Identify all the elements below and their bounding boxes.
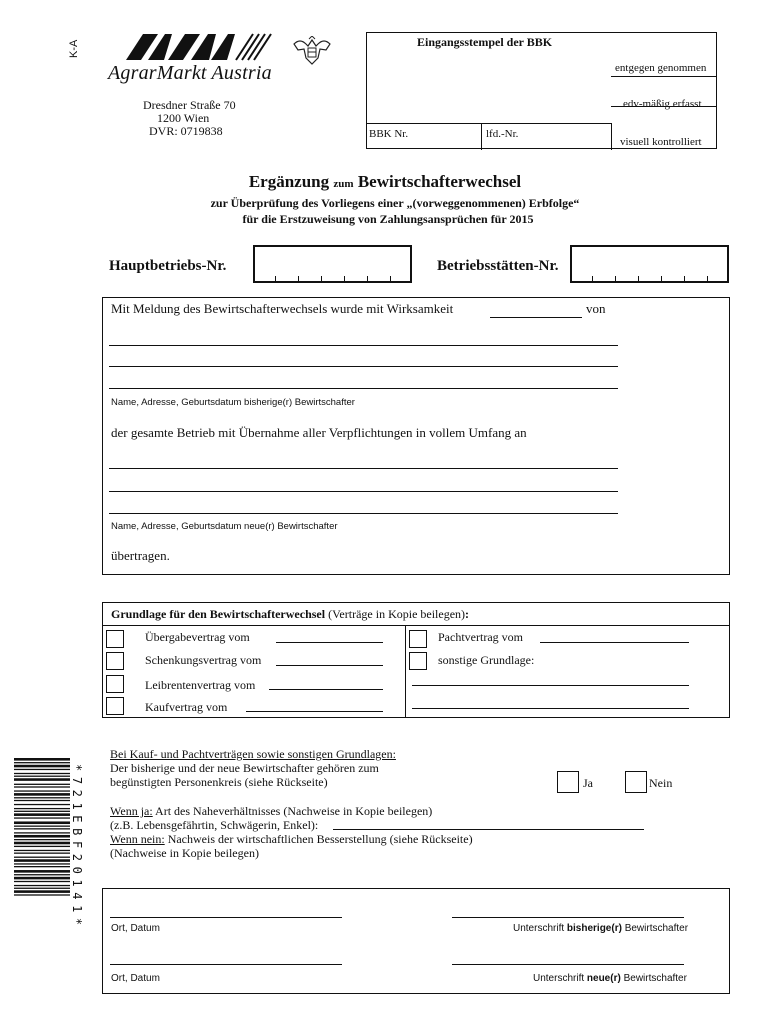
new-owner-line-1[interactable] bbox=[109, 468, 618, 469]
relation-q1: Der bisherige und der neue Bewirtschafter gehören zum bbox=[110, 761, 379, 775]
basis-heading bbox=[111, 607, 469, 622]
subtitle-2: für die Erstzuweisung von Zahlungsansprüchen für 2015 bbox=[242, 212, 534, 226]
checkbox-ja[interactable] bbox=[557, 771, 579, 793]
von-label: von bbox=[586, 301, 606, 316]
transfer-line-1: Mit Meldung des Bewirtschafterwechsels wurde mit Wirksamkeit bbox=[111, 301, 454, 316]
label-schenkung: Schenkungsvertrag vom bbox=[145, 653, 262, 667]
basis-heading-colon: : bbox=[465, 607, 470, 621]
relation-heading: Bei Kauf- und Pachtverträgen sowie sonstigen Grundlagen: bbox=[110, 747, 396, 761]
transfer-middle-text: der gesamte Betrieb mit Übernahme aller Verpflichtungen in vollem Umfang an bbox=[111, 425, 527, 440]
wenn-nein-detail-2: (Nachweise in Kopie beilegen) bbox=[110, 846, 259, 860]
label-ja: Ja bbox=[583, 776, 593, 790]
transfer-end-text: übertragen. bbox=[111, 548, 170, 563]
place-date-field-1[interactable] bbox=[110, 917, 342, 918]
stamp-title: Eingangsstempel der BBK bbox=[417, 35, 553, 49]
place-date-label-1: Ort, Datum bbox=[111, 923, 160, 934]
label-pacht: Pachtvertrag vom bbox=[438, 630, 523, 644]
checkbox-nein[interactable] bbox=[625, 771, 647, 793]
site-id-input[interactable] bbox=[570, 245, 729, 283]
label-uebergabe: Übergabevertrag vom bbox=[145, 630, 250, 644]
wenn-nein-detail: Nachweis der wirtschaftlichen Besserstellung (siehe Rückseite) bbox=[167, 832, 473, 846]
label-kauf: Kaufvertrag vom bbox=[145, 700, 228, 714]
checkbox-sonstige[interactable] bbox=[409, 652, 427, 670]
new-owner-caption: Name, Adresse, Geburtsdatum neue(r) Bewirtschafter bbox=[111, 521, 338, 532]
relation-type-field[interactable] bbox=[333, 829, 644, 830]
signature-new-bold: neue(r) bbox=[586, 973, 621, 984]
stamp-checked: visuell kontrolliert bbox=[620, 136, 702, 148]
checkbox-schenkung[interactable] bbox=[106, 652, 124, 670]
stamp-bbk-nr: BBK Nr. bbox=[369, 128, 409, 140]
effective-date-field[interactable] bbox=[490, 317, 582, 318]
stamp-edv: edv-mäßig erfasst bbox=[623, 98, 702, 110]
field-schenkung[interactable] bbox=[276, 665, 383, 666]
signature-new-label bbox=[533, 973, 687, 984]
ama-logo bbox=[108, 32, 278, 62]
main-id-label: Hauptbetriebs-Nr. bbox=[109, 258, 227, 274]
field-sonstige-2[interactable] bbox=[412, 708, 689, 709]
basis-heading-rest: (Verträge in Kopie beilegen) bbox=[328, 607, 466, 621]
signature-new-field[interactable] bbox=[452, 964, 684, 965]
address-line-3: DVR: 0719838 bbox=[149, 124, 223, 138]
title-part-1: Ergänzung bbox=[248, 172, 330, 191]
subtitle-1: zur Überprüfung des Vorliegens einer „(vorweggenommenen) Erbfolge“ bbox=[210, 196, 580, 210]
signature-prev-field[interactable] bbox=[452, 917, 684, 918]
signature-new-pre: Unterschrift bbox=[533, 973, 585, 984]
new-owner-line-2[interactable] bbox=[109, 491, 618, 492]
new-owner-line-3[interactable] bbox=[109, 513, 618, 514]
signature-prev-pre: Unterschrift bbox=[513, 923, 565, 934]
checkbox-kauf[interactable] bbox=[106, 697, 124, 715]
stamp-box bbox=[366, 32, 717, 149]
example-text: (z.B. Lebensgefährtin, Schwägerin, Enkel): bbox=[110, 818, 319, 832]
form-code: K-A bbox=[68, 39, 80, 58]
wenn-nein-label: Wenn nein: bbox=[110, 832, 165, 846]
stamp-received: entgegen genommen bbox=[615, 62, 707, 74]
place-date-field-2[interactable] bbox=[110, 964, 342, 965]
field-kauf[interactable] bbox=[246, 711, 383, 712]
main-id-input[interactable] bbox=[253, 245, 412, 283]
title-part-2: Bewirtschafterwechsel bbox=[357, 172, 522, 191]
transfer-section bbox=[102, 297, 730, 575]
checkbox-pacht[interactable] bbox=[409, 630, 427, 648]
wenn-nein-text bbox=[110, 832, 473, 847]
field-uebergabe[interactable] bbox=[276, 642, 383, 643]
stamp-lfd-nr: lfd.-Nr. bbox=[486, 128, 519, 140]
relation-q2: begünstigten Personenkreis (siehe Rückseite) bbox=[110, 775, 328, 789]
checkbox-leibrente[interactable] bbox=[106, 675, 124, 693]
stamp-divider bbox=[611, 76, 717, 77]
basis-section bbox=[102, 602, 730, 718]
place-date-label-2: Ort, Datum bbox=[111, 973, 160, 984]
wenn-ja-label: Wenn ja: bbox=[110, 804, 153, 818]
prev-owner-line-3[interactable] bbox=[109, 388, 618, 389]
label-leibrente: Leibrentenvertrag vom bbox=[145, 678, 256, 692]
ama-logo-mark bbox=[108, 32, 278, 62]
ama-logo-text: AgrarMarkt Austria bbox=[108, 62, 272, 84]
barcode-text: *721EBF20141* bbox=[70, 764, 84, 931]
wenn-ja-detail: Art des Naheverhältnisses (Nachweise in Kopie beilegen) bbox=[155, 804, 433, 818]
coat-of-arms-icon bbox=[290, 36, 334, 66]
title-small: zum bbox=[333, 178, 354, 190]
label-sonstige: sonstige Grundlage: bbox=[438, 653, 535, 667]
basis-heading-bold: Grundlage für den Bewirtschafterwechsel bbox=[111, 607, 326, 621]
prev-owner-caption: Name, Adresse, Geburtsdatum bisherige(r) Bewirtschafter bbox=[111, 397, 355, 408]
signature-new-post: Bewirtschafter bbox=[623, 973, 687, 984]
site-id-label: Betriebsstätten-Nr. bbox=[437, 258, 559, 274]
address-line-2: 1200 Wien bbox=[157, 111, 210, 125]
page-title bbox=[0, 172, 770, 192]
prev-owner-line-2[interactable] bbox=[109, 366, 618, 367]
signature-prev-label bbox=[513, 923, 688, 934]
field-sonstige-1[interactable] bbox=[412, 685, 689, 686]
signature-section bbox=[102, 888, 730, 994]
signature-prev-bold: bisherige(r) bbox=[566, 923, 622, 934]
address-line-1: Dresdner Straße 70 bbox=[143, 98, 236, 112]
barcode bbox=[14, 758, 70, 970]
signature-prev-post: Bewirtschafter bbox=[624, 923, 689, 934]
field-leibrente[interactable] bbox=[269, 689, 383, 690]
wenn-ja-text bbox=[110, 804, 432, 819]
field-pacht[interactable] bbox=[540, 642, 689, 643]
label-nein: Nein bbox=[649, 776, 673, 790]
prev-owner-line-1[interactable] bbox=[109, 345, 618, 346]
checkbox-uebergabe[interactable] bbox=[106, 630, 124, 648]
barcode-bars bbox=[14, 758, 70, 970]
